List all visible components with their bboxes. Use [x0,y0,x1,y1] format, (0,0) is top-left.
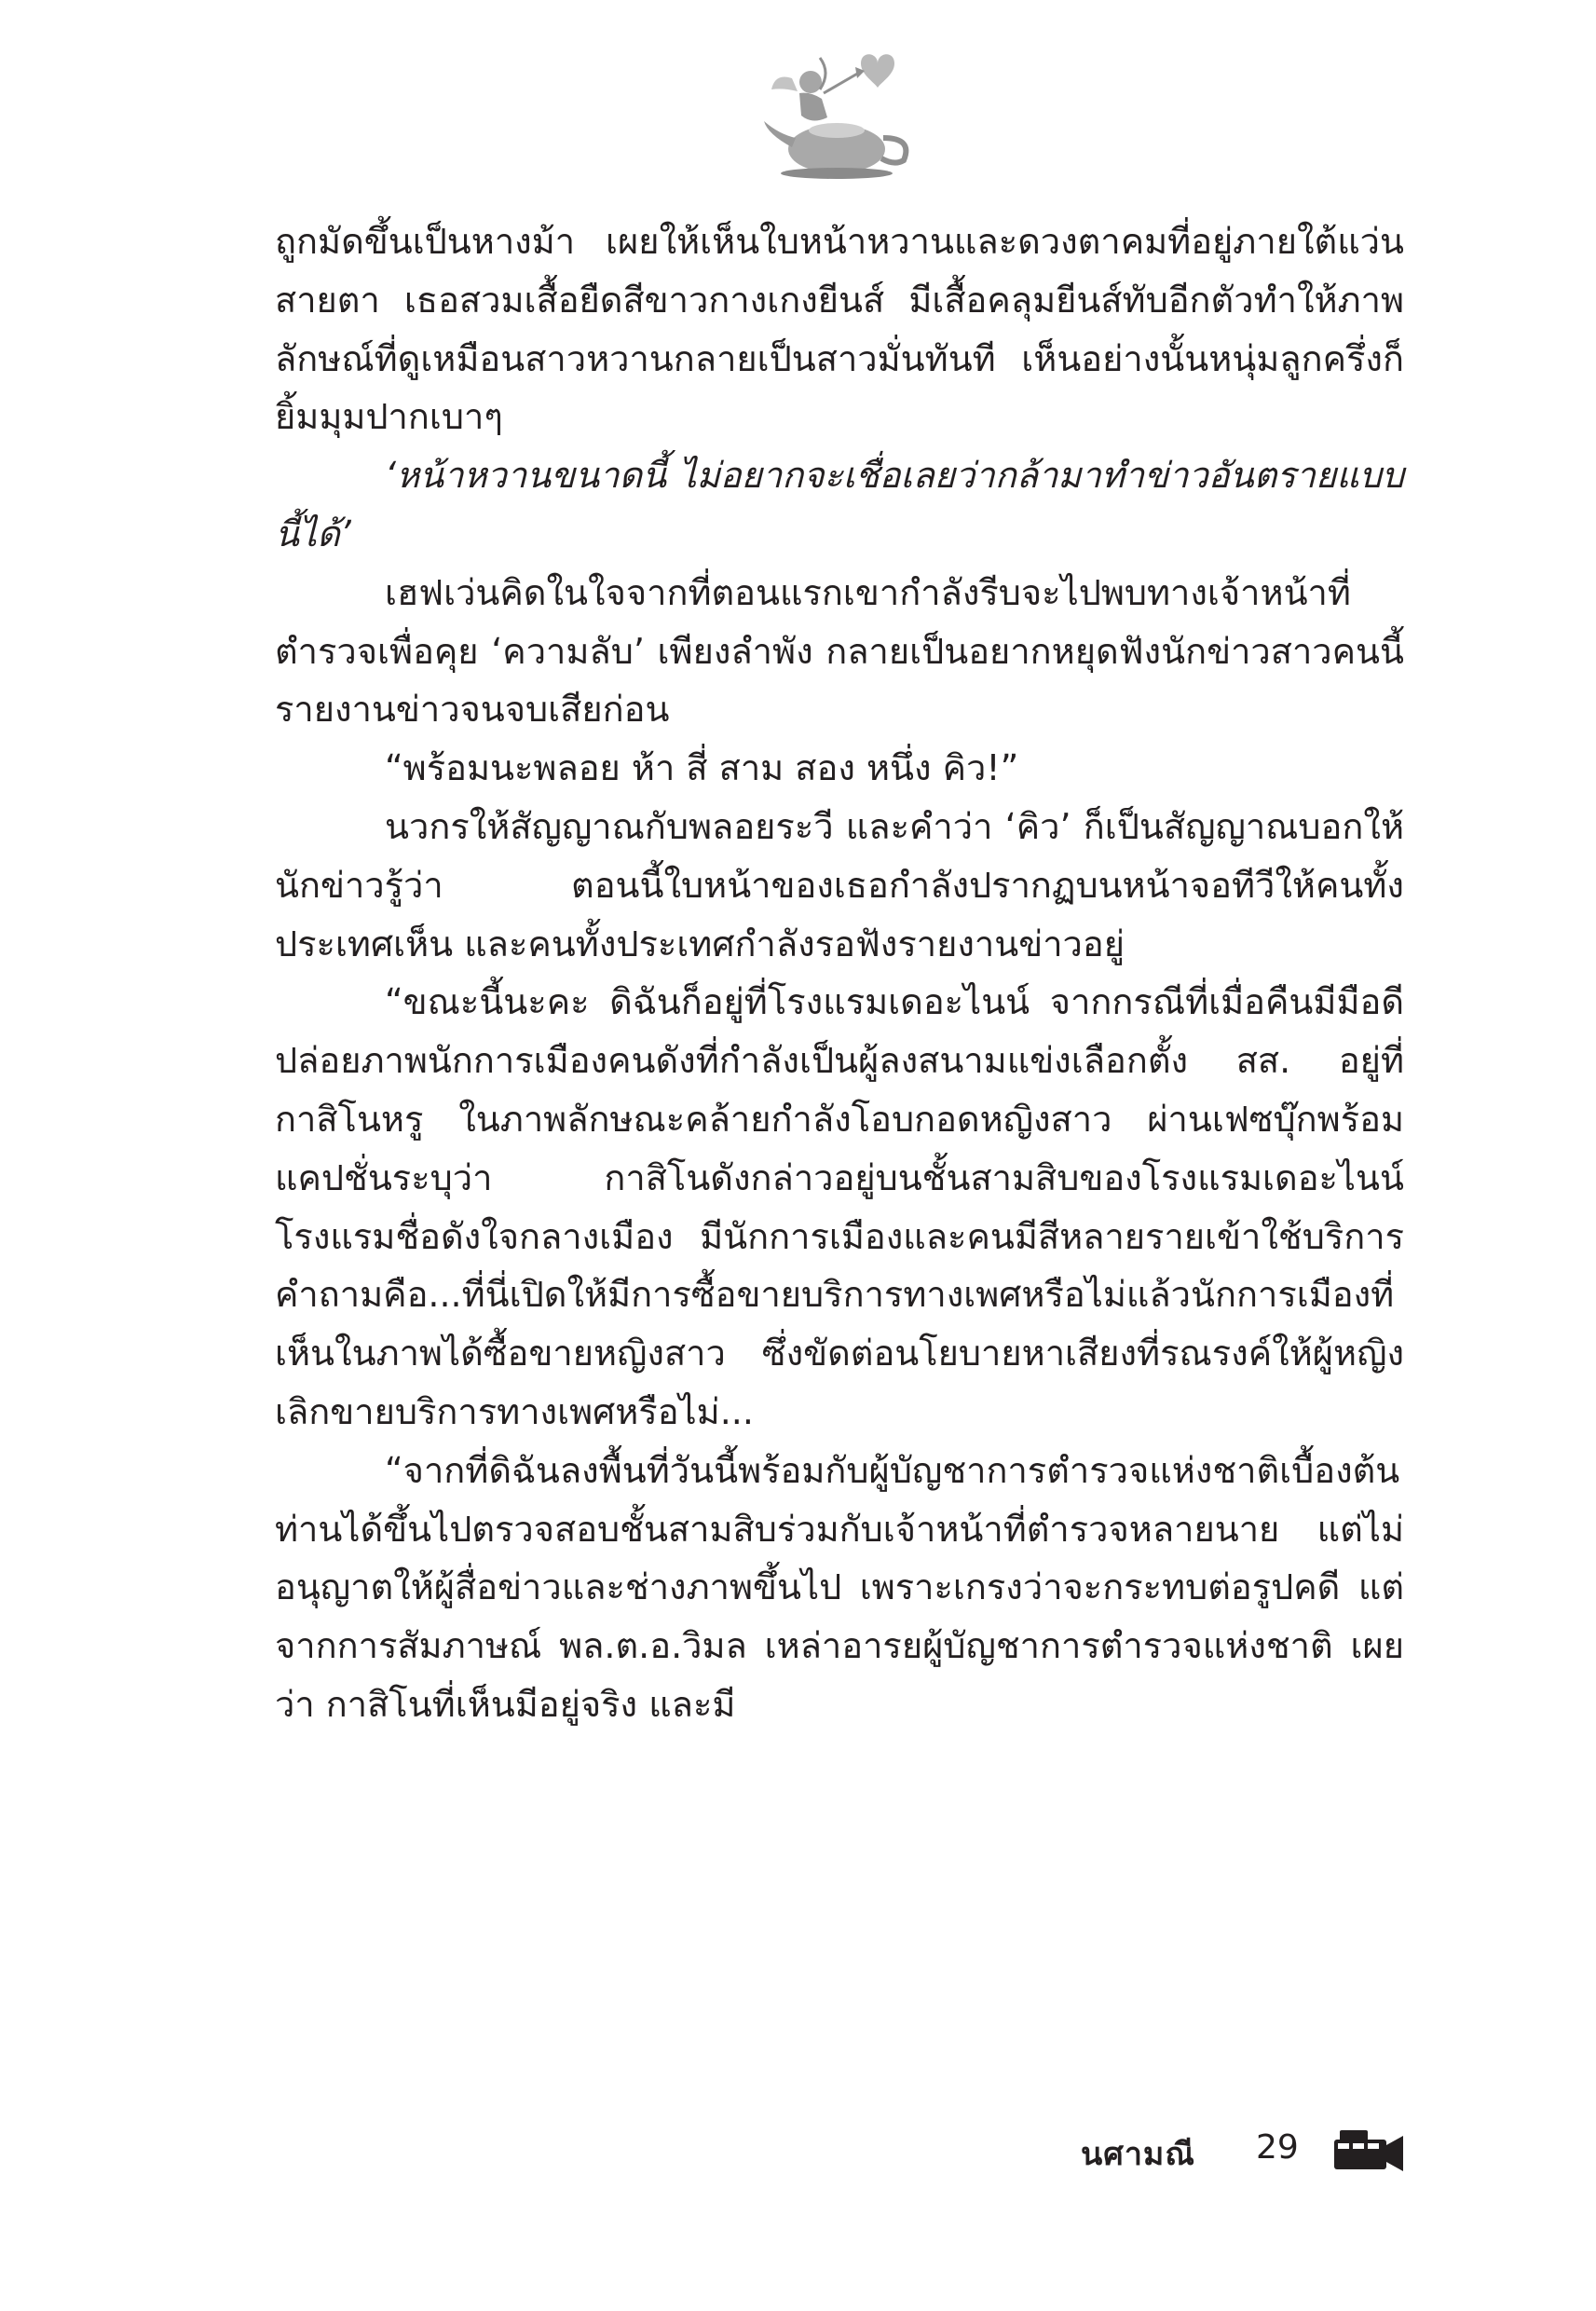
page-number: 29 [1256,2128,1299,2167]
footer-title: นศามณี [1081,2136,1195,2173]
video-camera-icon [1330,2125,1407,2175]
body-text [275,212,1404,1734]
cupid-teapot-ornament-icon [755,45,922,185]
paragraph: “พร้อมนะพลอย ห้า สี่ สาม สอง หนึ่ง คิว!” [385,747,1019,789]
paragraph: “ขณะนี้นะคะ ดิฉันก็อยู่ที่โรงแรมเดอะไนน์ จากกรณีที่เมื่อคืนมีมือดีปล่อยภาพนักการเมืองคนดังที่กำลังเป็นผู้ลงสนามแข่งเลือกตั้ง สส. อยู่ที่กาสิโนหรู ในภาพลักษณะคล้ายกำลังโอบกอดหญิงสาว ผ่านเฟซบุ๊กพร้อมแคปชั่นระบุว่า กาสิโนดังกล่าวอยู่บนชั้นสามสิบของโรงแรมเดอะไนน์ โรงแรมชื่อดังใจกลางเมือง มีนักการเมืองและคนมีสีหลายรายเข้าใช้บริการ คำถามคือ...ที่นี่เปิดให้มีการซื้อขายบริการทางเพศหรือไม่แล้วนักการเมืองที่เห็นในภาพได้ซื้อขายหญิงสาว ซึ่งขัดต่อนโยบายหาเสียงที่รณรงค์ให้ผู้หญิงเลิกขายบริการทางเพศหรือไม่... [275,981,1404,1432]
paragraph: ถูกมัดขึ้นเป็นหางม้า เผยให้เห็นใบหน้าหวานและดวงตาคมที่อยู่ภายใต้แว่นสายตา เธอสวมเสื้อยืดสีขาวกางเกงยีนส์ มีเสื้อคลุมยีนส์ทับอีกตัวทำให้ภาพลักษณ์ที่ดูเหมือนสาวหวานกลายเป็นสาวมั่นทันที เห็นอย่างนั้นหนุ่มลูกครึ่งก็ยิ้มมุมปากเบาๆ [275,221,1404,438]
page-footer [1081,2106,1416,2190]
paragraph: “จากที่ดิฉันลงพื้นที่วันนี้พร้อมกับผู้บัญชาการตำรวจแห่งชาติเบื้องต้น ท่านได้ขึ้นไปตรวจสอบชั้นสามสิบร่วมกับเจ้าหน้าที่ตำรวจหลายนาย แต่ไม่อนุญาตให้ผู้สื่อข่าวและช่างภาพขึ้นไป เพราะเกรงว่าจะกระทบต่อรูปคดี แต่จากการสัมภาษณ์ พล.ต.อ.วิมล เหล่าอารยผู้บัญชาการตำรวจแห่งชาติ เผยว่า กาสิโนที่เห็นมีอยู่จริง และมี [275,1449,1404,1725]
paragraph: ‘หน้าหวานขนาดนี้ ไม่อยากจะเชื่อเลยว่ากล้ามาทำข่าวอันตรายแบบนี้ได้’ [275,455,1404,554]
paragraph: เฮฟเว่นคิดในใจจากที่ตอนแรกเขากำลังรีบจะไปพบทางเจ้าหน้าที่ตำรวจเพื่อคุย ‘ความลับ’ เพียงลำพัง กลายเป็นอยากหยุดฟังนักข่าวสาวคนนี้รายงานข่าวจนจบเสียก่อน [275,571,1404,731]
paragraph: นวกรให้สัญญาณกับพลอยระวี และคำว่า ‘คิว’ ก็เป็นสัญญาณบอกให้นักข่าวรู้ว่า ตอนนี้ใบหน้าของเธอกำลังปรากฏบนหน้าจอทีวีให้คนทั้งประเทศเห็น และคนทั้งประเทศกำลังรอฟังรายงานข่าวอยู่ [275,805,1404,964]
